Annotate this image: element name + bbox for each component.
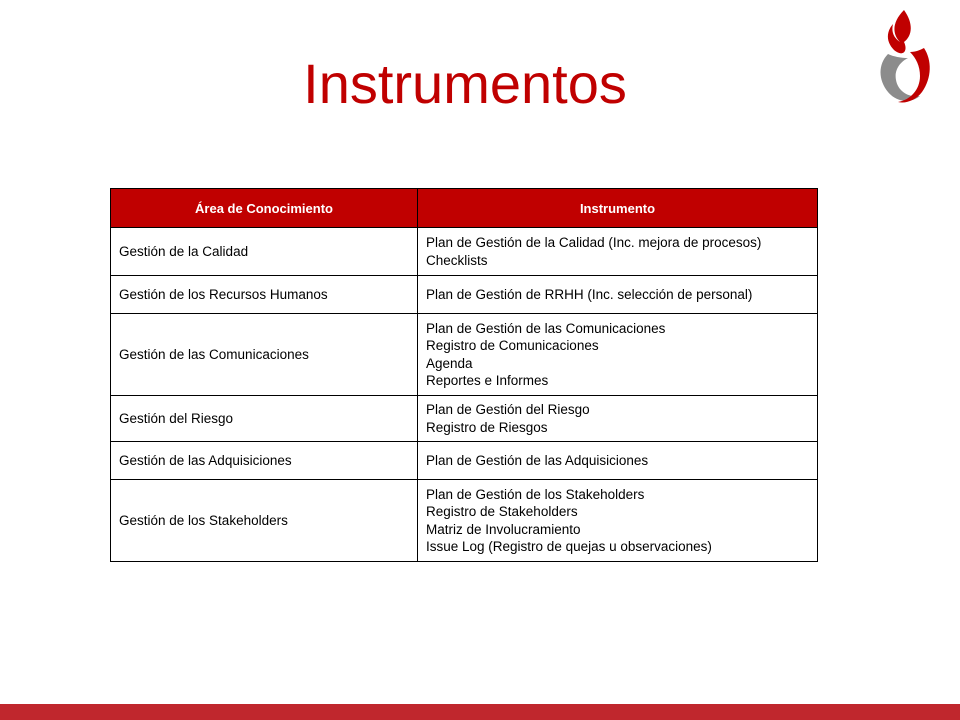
instrument-line: Registro de Comunicaciones: [426, 338, 599, 353]
instrument-cell: [418, 228, 818, 276]
instrument-line: Issue Log (Registro de quejas u observaciones): [426, 539, 712, 554]
header-area: Área de Conocimiento: [111, 189, 418, 228]
area-cell: Gestión de los Stakeholders: [111, 480, 418, 562]
area-cell: Gestión de las Comunicaciones: [111, 314, 418, 396]
bottom-accent-bar: [0, 704, 960, 720]
instrument-cell: [418, 314, 818, 396]
instrument-line: Plan de Gestión del Riesgo: [426, 402, 590, 417]
instrument-cell: [418, 442, 818, 480]
table-row: [111, 480, 818, 562]
table-row: [111, 276, 818, 314]
instrument-line: Registro de Stakeholders: [426, 504, 578, 519]
flame-logo-icon: [874, 8, 934, 108]
instrument-line: Plan de Gestión de los Stakeholders: [426, 486, 645, 502]
instrument-line: Reportes e Informes: [426, 373, 549, 388]
header-instrument: Instrumento: [418, 189, 818, 228]
area-cell: Gestión del Riesgo: [111, 396, 418, 442]
area-cell: Gestión de la Calidad: [111, 228, 418, 276]
area-cell: Gestión de las Adquisiciones: [111, 442, 418, 480]
instrument-line: Plan de Gestión de RRHH (Inc. selección de personal): [426, 286, 753, 302]
table-row: [111, 228, 818, 276]
table-row: [111, 314, 818, 396]
instrument-line: Registro de Riesgos: [426, 419, 548, 435]
instrument-cell: [418, 396, 818, 442]
instrument-line: Checklists: [426, 252, 488, 268]
instrument-line: Agenda: [426, 355, 473, 371]
table-row: [111, 396, 818, 442]
instrument-line: Plan de Gestión de la Calidad (Inc. mejora de procesos): [426, 235, 762, 250]
instrument-line: Plan de Gestión de las Comunicaciones: [426, 320, 666, 336]
instrument-line: Plan de Gestión de las Adquisiciones: [426, 452, 649, 468]
instrument-line: Matriz de Involucramiento: [426, 521, 581, 537]
instrument-cell: [418, 480, 818, 562]
instruments-table: [110, 188, 818, 562]
page-title: Instrumentos: [303, 52, 627, 115]
instrument-cell: [418, 276, 818, 314]
table-header-row: [111, 189, 818, 228]
table-row: [111, 442, 818, 480]
area-cell: Gestión de los Recursos Humanos: [111, 276, 418, 314]
